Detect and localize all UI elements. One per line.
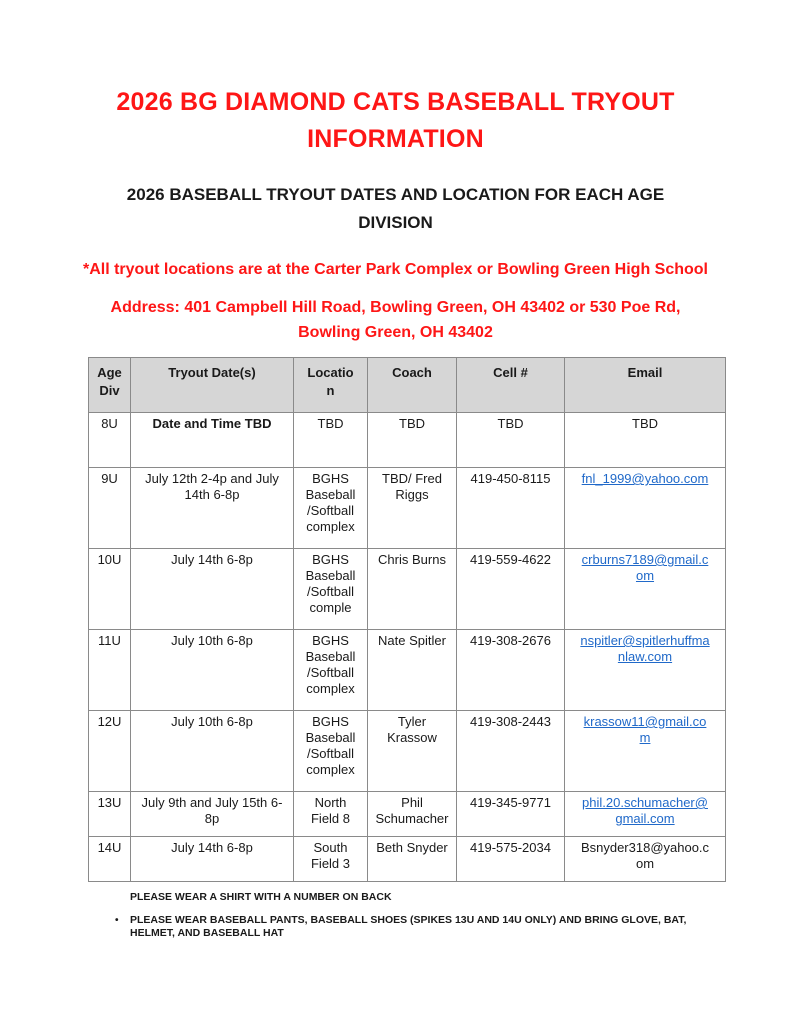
cell-coach: Tyler Krassow (368, 711, 457, 792)
cell-coach: Chris Burns (368, 549, 457, 630)
page-subtitle: 2026 BASEBALL TRYOUT DATES AND LOCATION FOR EACH AGE DIVISION (126, 185, 665, 232)
cell-age-div: 12U (89, 711, 131, 792)
tryout-table-header (89, 358, 726, 413)
cell-location: BGHS Baseball /Softball complex (294, 630, 368, 711)
footnote-text: PLEASE WEAR A SHIRT WITH A NUMBER ON BACK (130, 891, 392, 903)
cell-phone: TBD (457, 413, 565, 468)
cell-email (565, 711, 726, 792)
table-row (89, 468, 726, 549)
cell-tryout-dates: Date and Time TBD (131, 413, 294, 468)
email-link[interactable]: krassow11@gmail.com (583, 714, 707, 745)
cell-phone: 419-345-9771 (457, 792, 565, 837)
cell-phone: 419-450-8115 (457, 468, 565, 549)
header-location-label: Location (307, 365, 354, 398)
email-text: TBD (632, 416, 658, 431)
cell-email (565, 792, 726, 837)
cell-location: North Field 8 (294, 792, 368, 837)
email-link[interactable]: fnl_1999@yahoo.com (581, 471, 709, 486)
cell-age-div: 13U (89, 792, 131, 837)
table-row (89, 413, 726, 468)
cell-location: BGHS Baseball /Softball complex (294, 711, 368, 792)
location-note: *All tryout locations are at the Carter Park Complex or Bowling Green High School (82, 261, 708, 278)
cell-email (565, 549, 726, 630)
header-age-div: Age Div (89, 358, 131, 413)
header-cell-number: Cell # (457, 358, 565, 413)
table-row (89, 630, 726, 711)
tryout-table (88, 357, 726, 882)
header-email: Email (565, 358, 726, 413)
cell-age-div: 9U (89, 468, 131, 549)
address-line: Address: 401 Campbell Hill Road, Bowling Green, OH 43402 or 530 Poe Rd, Bowling Green, OH 43402 (110, 299, 681, 341)
cell-tryout-dates: July 10th 6-8p (131, 711, 294, 792)
email-link[interactable]: phil.20.schumacher@gmail.com (582, 795, 708, 826)
page-title: 2026 BG DIAMOND CATS BASEBALL TRYOUT INFORMATION (116, 88, 675, 153)
table-row (89, 711, 726, 792)
cell-phone: 419-308-2676 (457, 630, 565, 711)
cell-location: TBD (294, 413, 368, 468)
header-tryout-dates: Tryout Date(s) (131, 358, 294, 413)
bullet-marker: • (115, 915, 119, 926)
footnote-text: PLEASE WEAR BASEBALL PANTS, BASEBALL SHOES (SPIKES 13U AND 14U ONLY) AND BRING GLOVE, BAT, HELMET, AND BASEBALL HAT (130, 914, 687, 939)
email-link[interactable]: nspitler@spitlerhuffmanlaw.com (580, 633, 710, 664)
table-row (89, 792, 726, 837)
header-row (89, 358, 726, 413)
cell-tryout-dates: July 12th 2-4p and July 14th 6-8p (131, 468, 294, 549)
email-text: Bsnyder318@yahoo.com (580, 840, 710, 871)
cell-age-div: 11U (89, 630, 131, 711)
tryout-table-body (89, 413, 726, 882)
cell-email (565, 468, 726, 549)
table-row (89, 837, 726, 882)
cell-phone: 419-559-4622 (457, 549, 565, 630)
cell-location: South Field 3 (294, 837, 368, 882)
cell-coach: Beth Snyder (368, 837, 457, 882)
cell-phone: 419-575-2034 (457, 837, 565, 882)
header-coach: Coach (368, 358, 457, 413)
cell-age-div: 8U (89, 413, 131, 468)
cell-tryout-dates: July 9th and July 15th 6-8p (131, 792, 294, 837)
cell-email (565, 413, 726, 468)
cell-coach: TBD/ Fred Riggs (368, 468, 457, 549)
cell-age-div: 10U (89, 549, 131, 630)
footnote-shirt (130, 891, 722, 904)
cell-location: BGHS Baseball /Softball comple (294, 549, 368, 630)
cell-tryout-dates: July 14th 6-8p (131, 549, 294, 630)
footnote-equipment (115, 914, 722, 940)
table-row (89, 549, 726, 630)
cell-tryout-dates: July 14th 6-8p (131, 837, 294, 882)
cell-coach: TBD (368, 413, 457, 468)
footnotes (115, 891, 722, 940)
cell-phone: 419-308-2443 (457, 711, 565, 792)
email-link[interactable]: crburns7189@gmail.com (581, 552, 709, 583)
cell-coach: Nate Spitler (368, 630, 457, 711)
cell-email (565, 630, 726, 711)
cell-age-div: 14U (89, 837, 131, 882)
cell-coach: Phil Schumacher (368, 792, 457, 837)
header-location (294, 358, 368, 413)
cell-email (565, 837, 726, 882)
cell-location: BGHS Baseball /Softball complex (294, 468, 368, 549)
cell-tryout-dates: July 10th 6-8p (131, 630, 294, 711)
